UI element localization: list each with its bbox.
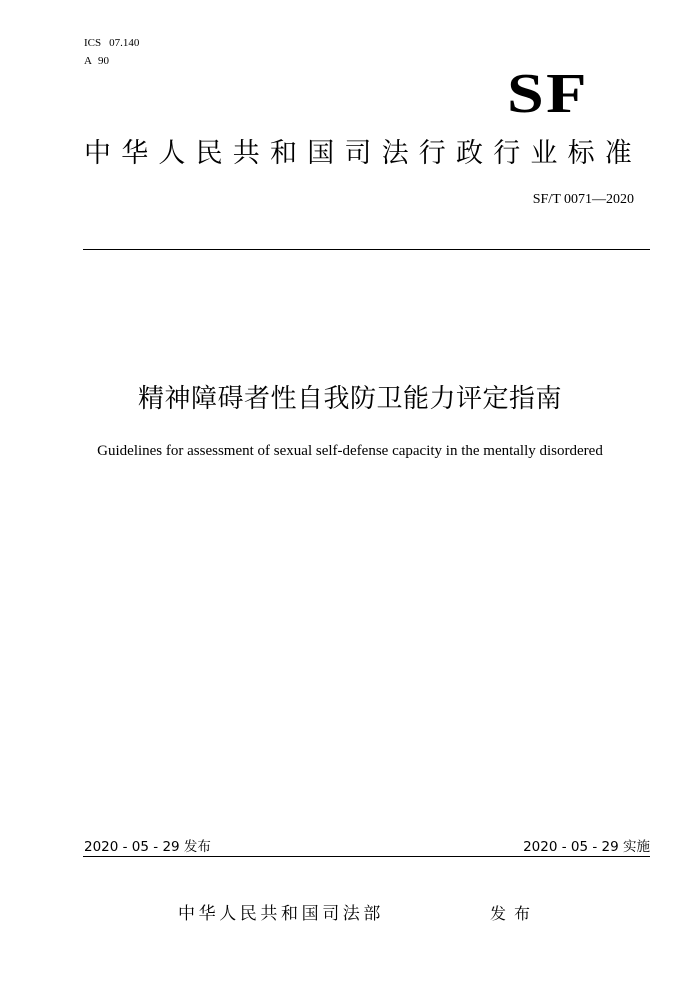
- industry-standard-heading: 中华人民共和国司法行政行业标准: [84, 138, 642, 169]
- ccs-classification: [84, 54, 109, 68]
- issuing-authority: 中华人民共和国司法部: [178, 904, 384, 924]
- ccs-letter: A: [84, 55, 92, 67]
- issue-date: 2020 - 05 - 29 发布: [84, 839, 211, 855]
- standard-number: SF/T 0071—2020: [532, 192, 634, 207]
- ics-classification: [84, 36, 139, 50]
- ics-label: ICS: [84, 37, 102, 49]
- implementation-date: 2020 - 05 - 29 实施: [523, 839, 650, 855]
- issue-label: 发布: [490, 904, 539, 923]
- footer-divider: [83, 856, 650, 857]
- ics-code: 07.140: [109, 37, 140, 49]
- document-title-chinese: 精神障碍者性自我防卫能力评定指南: [137, 384, 562, 414]
- document-title-english: Guidelines for assessment of sexual self-defense capacity in the mentally disordered: [97, 443, 603, 459]
- header-divider: [83, 249, 650, 250]
- sf-logo: SF: [507, 63, 589, 125]
- ccs-code: 90: [97, 55, 109, 67]
